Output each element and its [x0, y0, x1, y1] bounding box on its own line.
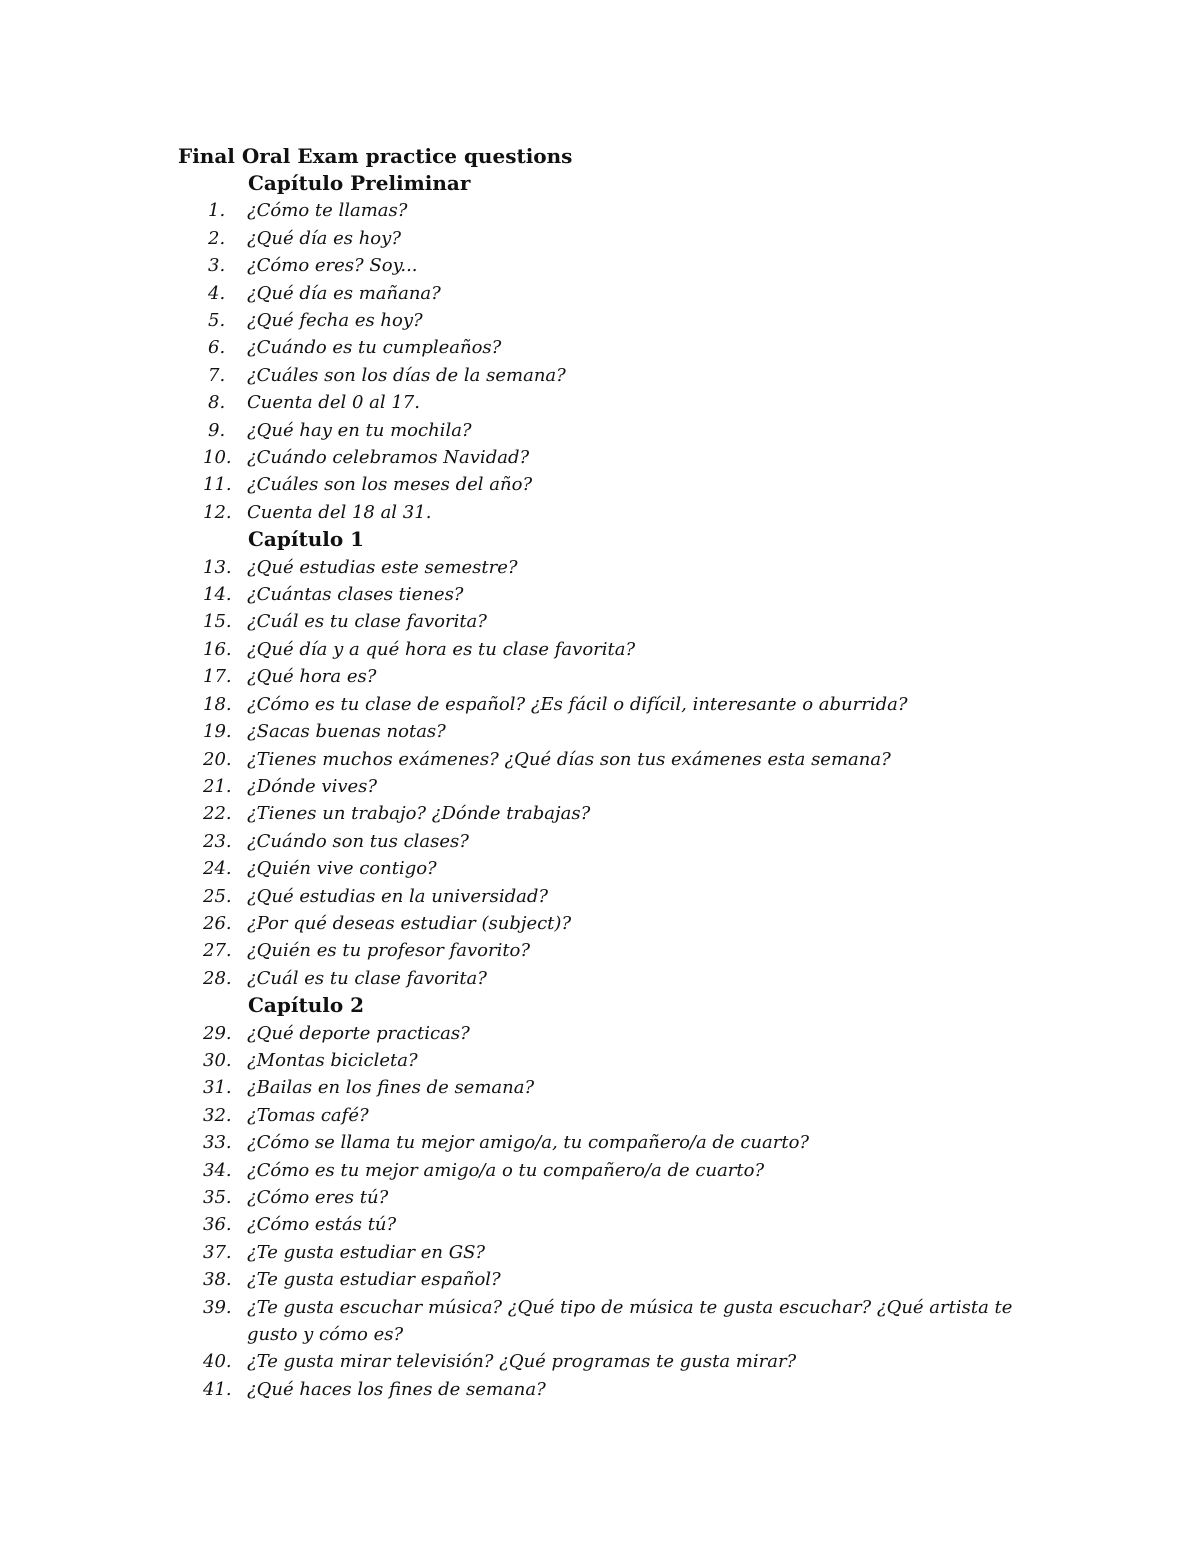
question-text: ¿Tomas café?	[247, 1104, 369, 1126]
question-text: Cuenta del 0 al 17.	[247, 392, 420, 414]
question-item	[178, 1184, 1058, 1211]
question-item	[178, 1074, 1058, 1101]
question-text: ¿Qué día es hoy?	[247, 227, 401, 249]
question-text: ¿Te gusta estudiar español?	[247, 1269, 501, 1291]
question-item	[178, 773, 1058, 800]
question-text: ¿Cuándo celebramos Navidad?	[247, 447, 530, 469]
question-item	[178, 499, 1058, 526]
question-text: ¿Por qué deseas estudiar (subject)?	[247, 912, 572, 934]
question-text: ¿Quién vive contigo?	[247, 858, 437, 880]
question-number: 10.	[203, 447, 232, 469]
question-number: 38.	[203, 1269, 232, 1291]
question-number: 8.	[208, 392, 226, 414]
question-number: 3.	[208, 255, 226, 277]
question-item	[178, 937, 1058, 964]
question-number: 40.	[203, 1351, 232, 1373]
question-number: 12.	[203, 501, 232, 523]
question-text: ¿Te gusta estudiar en GS?	[247, 1241, 486, 1263]
question-number: 39.	[203, 1296, 232, 1318]
question-item	[178, 307, 1058, 334]
question-number: 23.	[203, 830, 232, 852]
question-item	[178, 855, 1058, 882]
question-item	[178, 910, 1058, 937]
question-number: 30.	[203, 1049, 232, 1071]
question-number: 5.	[208, 310, 226, 332]
question-number: 17.	[203, 666, 232, 688]
question-item	[178, 663, 1058, 690]
question-text: ¿Cuáles son los días de la semana?	[247, 364, 566, 386]
question-number: 36.	[203, 1214, 232, 1236]
question-text: ¿Qué día y a qué hora es tu clase favorita?	[247, 638, 636, 660]
question-item	[178, 581, 1058, 608]
question-number: 7.	[208, 364, 226, 386]
question-item	[178, 1047, 1058, 1074]
question-number: 26.	[203, 912, 232, 934]
question-text: ¿Montas bicicleta?	[247, 1049, 418, 1071]
question-number: 14.	[203, 584, 232, 606]
section-heading: Capítulo Preliminar	[248, 171, 471, 195]
question-number: 16.	[203, 638, 232, 660]
question-text: ¿Te gusta mirar televisión? ¿Qué programas te gusta mirar?	[247, 1351, 797, 1373]
question-item	[178, 444, 1058, 471]
question-item	[178, 554, 1058, 581]
question-text: ¿Qué hay en tu mochila?	[247, 419, 472, 441]
question-number: 28.	[203, 967, 232, 989]
question-text: ¿Tienes muchos exámenes? ¿Qué días son tus exámenes esta semana?	[247, 748, 891, 770]
question-text: ¿Cómo estás tú?	[247, 1214, 397, 1236]
question-text: ¿Cuándo es tu cumpleaños?	[247, 337, 502, 359]
question-item	[178, 389, 1058, 416]
question-text: ¿Qué día es mañana?	[247, 282, 441, 304]
question-number: 20.	[203, 748, 232, 770]
question-number: 32.	[203, 1104, 232, 1126]
question-text: ¿Te gusta escuchar música? ¿Qué tipo de música te gusta escuchar? ¿Qué artista te gusto y cómo es?	[247, 1296, 1013, 1346]
question-item	[178, 608, 1058, 635]
question-text: ¿Cuándo son tus clases?	[247, 830, 469, 852]
document-title: Final Oral Exam practice questions	[178, 144, 573, 168]
question-text: ¿Cómo se llama tu mejor amigo/a, tu compañero/a de cuarto?	[247, 1132, 810, 1154]
question-number: 1.	[208, 200, 226, 222]
question-text: ¿Cuántas clases tienes?	[247, 584, 464, 606]
question-item	[178, 718, 1058, 745]
question-item	[178, 197, 1058, 224]
question-text: ¿Cómo eres tú?	[247, 1186, 389, 1208]
question-number: 24.	[203, 858, 232, 880]
question-list	[178, 554, 1058, 993]
question-item	[178, 746, 1058, 773]
question-text: ¿Qué fecha es hoy?	[247, 310, 423, 332]
question-number: 9.	[208, 419, 226, 441]
question-item	[178, 1376, 1058, 1403]
question-text: ¿Cómo es tu clase de español? ¿Es fácil o difícil, interesante o aburrida?	[247, 693, 908, 715]
question-text: ¿Cómo es tu mejor amigo/a o tu compañero/a de cuarto?	[247, 1159, 765, 1181]
question-text: ¿Qué estudias este semestre?	[247, 556, 518, 578]
question-number: 6.	[208, 337, 226, 359]
question-text: ¿Qué deporte practicas?	[247, 1022, 470, 1044]
question-text: ¿Cuáles son los meses del año?	[247, 474, 533, 496]
question-item	[178, 883, 1058, 910]
question-item	[178, 1129, 1058, 1156]
question-text: ¿Bailas en los fines de semana?	[247, 1077, 535, 1099]
question-text: ¿Qué hora es?	[247, 666, 377, 688]
question-number: 13.	[203, 556, 232, 578]
question-text: ¿Sacas buenas notas?	[247, 721, 446, 743]
question-item	[178, 1102, 1058, 1129]
question-item	[178, 334, 1058, 361]
question-number: 25.	[203, 885, 232, 907]
section-heading: Capítulo 1	[248, 527, 365, 552]
question-item	[178, 225, 1058, 252]
question-item	[178, 362, 1058, 389]
question-number: 35.	[203, 1186, 232, 1208]
question-item	[178, 800, 1058, 827]
question-number: 27.	[203, 940, 232, 962]
question-number: 11.	[203, 474, 232, 496]
question-number: 31.	[203, 1077, 232, 1099]
question-text: ¿Cómo eres? Soy...	[247, 255, 418, 277]
question-number: 22.	[203, 803, 232, 825]
question-number: 19.	[203, 721, 232, 743]
question-number: 37.	[203, 1241, 232, 1263]
question-text: ¿Cuál es tu clase favorita?	[247, 967, 487, 989]
question-number: 34.	[203, 1159, 232, 1181]
question-number: 18.	[203, 693, 232, 715]
question-text: ¿Quién es tu profesor favorito?	[247, 940, 531, 962]
question-text: ¿Cómo te llamas?	[247, 200, 408, 222]
question-text: ¿Cuál es tu clase favorita?	[247, 611, 487, 633]
question-text: ¿Tienes un trabajo? ¿Dónde trabajas?	[247, 803, 591, 825]
question-item	[178, 252, 1058, 279]
question-number: 21.	[203, 775, 232, 797]
question-number: 33.	[203, 1132, 232, 1154]
document-body	[178, 142, 1058, 1403]
question-item	[178, 1211, 1058, 1238]
question-text: ¿Qué estudias en la universidad?	[247, 885, 549, 907]
question-item	[178, 828, 1058, 855]
question-number: 41.	[203, 1378, 232, 1400]
question-item	[178, 417, 1058, 444]
question-number: 4.	[208, 282, 226, 304]
question-item	[178, 691, 1058, 718]
question-number: 15.	[203, 611, 232, 633]
question-item	[178, 471, 1058, 498]
question-item	[178, 1239, 1058, 1266]
question-list	[178, 1020, 1058, 1404]
question-number: 2.	[208, 227, 226, 249]
question-item	[178, 636, 1058, 663]
sections-container	[178, 170, 1058, 1403]
question-text: Cuenta del 18 al 31.	[247, 501, 432, 523]
question-item	[178, 280, 1058, 307]
question-text: ¿Qué haces los fines de semana?	[247, 1378, 546, 1400]
section-heading: Capítulo 2	[248, 993, 365, 1018]
question-item	[178, 1266, 1058, 1293]
question-item	[178, 1020, 1058, 1047]
question-number: 29.	[203, 1022, 232, 1044]
question-item	[178, 1294, 1022, 1349]
question-item	[178, 1348, 1058, 1375]
question-text: ¿Dónde vives?	[247, 775, 378, 797]
question-item	[178, 965, 1058, 992]
question-list	[178, 197, 1058, 526]
question-item	[178, 1157, 1058, 1184]
